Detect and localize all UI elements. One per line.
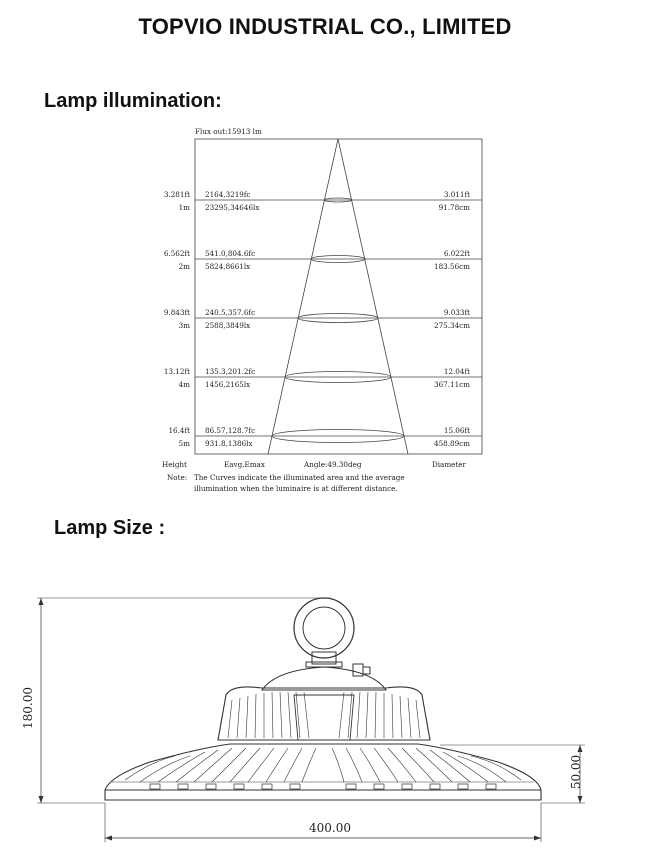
top-dome (262, 667, 386, 690)
body-height-dimension-label: 50.00 (569, 754, 583, 790)
row-illuminance-fc: 86.57,128.7fc (205, 426, 256, 435)
hook-ring-inner (303, 607, 345, 649)
row-diameter-ft: 6.022ft (443, 249, 470, 258)
height-arrow-bottom (39, 796, 44, 803)
width-arrow-right (534, 836, 541, 841)
width-dimension-label: 400.00 (309, 821, 351, 835)
row-height-ft: 9.843ft (163, 308, 190, 317)
illumination-diagram (162, 127, 482, 493)
row-illuminance-lux: 931.8,1386lx (205, 439, 253, 448)
height-arrow-top (39, 598, 44, 605)
row-height-m: 2m (178, 262, 190, 271)
row-illuminance-fc: 541.0,804.6fc (205, 249, 256, 258)
housing-fins (228, 692, 420, 738)
row-illuminance-lux: 1456,2165lx (205, 380, 251, 389)
row-height-ft: 13.12ft (163, 367, 190, 376)
company-name: TOPVIO INDUSTRIAL CO., LIMITED (138, 14, 512, 39)
body-height-arrow-bottom (578, 796, 583, 803)
row-diameter-cm: 367.11cm (434, 380, 470, 389)
row-illuminance-fc: 135.3,201.2fc (205, 367, 256, 376)
height-dimension-label: 180.00 (21, 687, 35, 729)
body-height-arrow-top (578, 745, 583, 752)
row-diameter-cm: 91.78cm (438, 203, 470, 212)
row-illuminance-lux: 5824,8661lx (205, 262, 251, 271)
row-height-m: 1m (178, 203, 190, 212)
lamp-size-section-title: Lamp Size : (54, 517, 166, 539)
row-diameter-cm: 458.89cm (434, 439, 470, 448)
row-illuminance-lux: 2588,3849lx (205, 321, 251, 330)
row-height-m: 3m (178, 321, 190, 330)
beam-right-edge (338, 139, 408, 454)
diagram-frame (195, 139, 482, 454)
heatsink-slots (150, 784, 496, 789)
footer-angle-label: Angle:49.30deg (304, 460, 362, 469)
row-illuminance-fc: 240.5,357.6fc (205, 308, 256, 317)
note-line-2: illumination when the luminaire is at different distance. (194, 484, 398, 493)
row-diameter-ft: 3.011ft (443, 190, 470, 199)
row-illuminance-fc: 2164,3219fc (205, 190, 251, 199)
illumination-section-title: Lamp illumination: (44, 90, 222, 112)
row-diameter-ft: 15.06ft (443, 426, 470, 435)
row-diameter-ft: 12.04ft (443, 367, 470, 376)
beam-left-edge (268, 139, 338, 454)
lamp-size-drawing (37, 598, 585, 842)
footer-diameter-label: Diameter (432, 460, 466, 469)
footer-eavg-label: Eavg,Emax (224, 460, 265, 469)
cable-gland-nut (363, 667, 370, 674)
heatsink-body (105, 744, 541, 800)
row-height-ft: 3.281ft (163, 190, 190, 199)
row-diameter-ft: 9.033ft (443, 308, 470, 317)
note-label: Note: (167, 473, 188, 482)
note-line-1: The Curves indicate the illuminated area and the average (194, 473, 405, 482)
row-illuminance-lux: 23295,34646lx (205, 203, 260, 212)
housing-center-panel (294, 695, 354, 740)
width-arrow-left (105, 836, 112, 841)
row-diameter-cm: 275.34cm (434, 321, 470, 330)
row-height-ft: 6.562ft (163, 249, 190, 258)
footer-height-label: Height (162, 460, 187, 469)
row-height-m: 5m (178, 439, 190, 448)
flux-output-label: Flux out:15913 lm (195, 127, 262, 136)
row-height-ft: 16.4ft (168, 426, 190, 435)
cable-gland (353, 664, 363, 676)
row-height-m: 4m (178, 380, 190, 389)
row-diameter-cm: 183.56cm (434, 262, 470, 271)
